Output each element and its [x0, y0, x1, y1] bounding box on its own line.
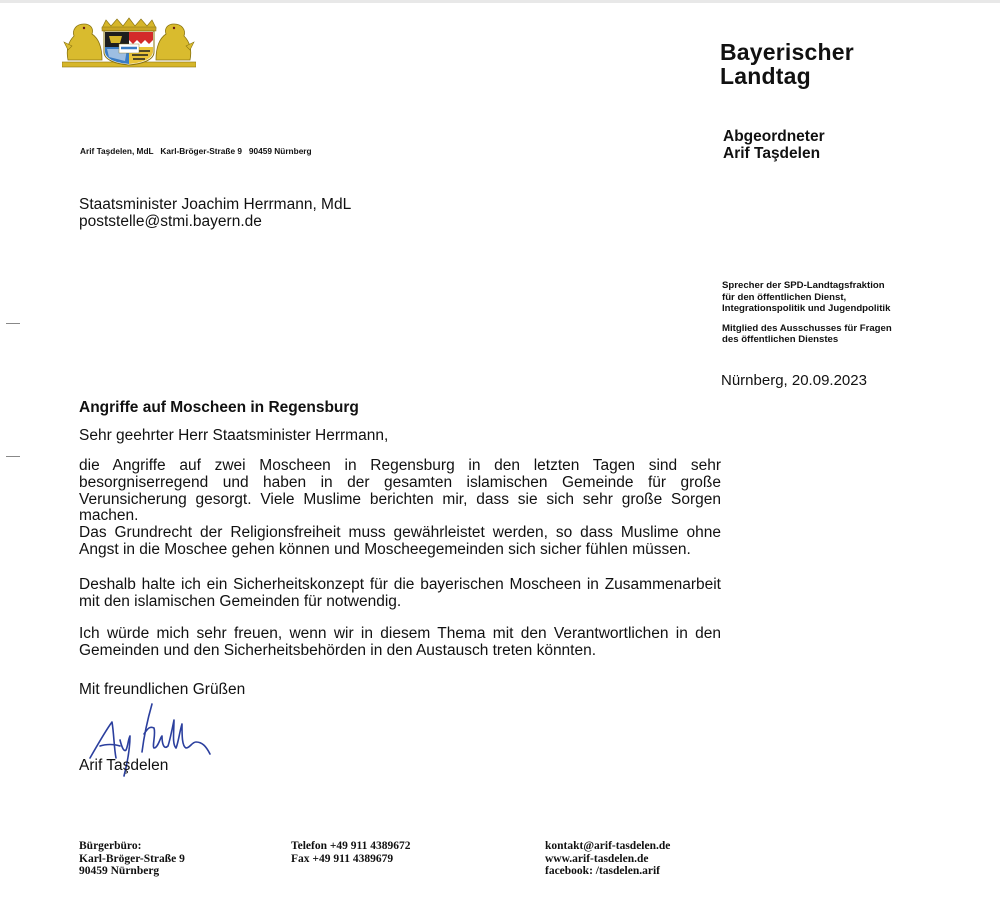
role-line: Integrationspolitik und Jugendpolitik	[722, 303, 891, 314]
member-title	[723, 128, 825, 162]
role-line: für den öffentlichen Dienst,	[722, 291, 847, 303]
salutation: Sehr geehrter Herr Staatsminister Herrmann,	[79, 427, 389, 444]
paragraph-text: Deshalb halte ich ein Sicherheitskonzept für die bayerischen Moscheen in Zusammenarbeit mit den islamischen Gemeinden für notwendig.	[79, 576, 721, 610]
role-line: des öffentlichen Dienstes	[722, 334, 839, 345]
footer-office-street: Karl-Bröger-Straße 9	[79, 852, 185, 865]
member-roles	[722, 280, 892, 354]
top-edge-band	[0, 0, 1000, 3]
fold-mark-top	[6, 323, 20, 324]
role-committee-member	[722, 323, 892, 346]
body-paragraph-3	[79, 626, 721, 660]
role-spokesperson	[722, 280, 892, 315]
member-role: Abgeordneter	[723, 128, 825, 145]
recipient-block	[79, 196, 351, 230]
footer-email: kontakt@arif-tasdelen.de	[545, 840, 671, 852]
body-paragraph-2	[79, 577, 721, 611]
footer-facebook: facebook: /tasdelen.arif	[545, 865, 660, 877]
footer-fax: Fax +49 911 4389679	[291, 852, 394, 865]
institution-name-line-1: Bayerischer	[720, 39, 854, 65]
place-and-date: Nürnberg, 20.09.2023	[721, 372, 867, 389]
paragraph-text: Das Grundrecht der Religionsfreiheit muss gewährleistet werden, so dass Muslime ohne Angst in die Moschee gehen können und Moscheegemeinden sich sicher fühlen müssen.	[79, 524, 721, 558]
paragraph-text: Ich würde mich sehr freuen, wenn wir in diesem Thema mit den Verantwortlichen in den Gemeinden und den Sicherheitsbehörden in den Austausch treten könnten.	[79, 625, 721, 659]
footer-office-address	[79, 840, 185, 878]
recipient-email: poststelle@stmi.bayern.de	[79, 213, 262, 230]
institution-name	[720, 40, 854, 88]
footer-contact-block	[545, 840, 670, 878]
footer-phone-block	[291, 840, 411, 865]
role-line: Sprecher der SPD-Landtagsfraktion	[722, 280, 885, 291]
sender-address-line: Arif Taşdelen, MdL Karl-Bröger-Straße 9 90459 Nürnberg	[80, 146, 312, 156]
body-paragraph-1	[79, 458, 721, 559]
paragraph-text: die Angriffe auf zwei Moscheen in Regensburg in den letzten Tagen sind sehr besorgniserregend und haben in der gesamten islamischen Gemeinde für große Verunsicherung gesorgt. Viele Muslime berichten mir, dass sie sich sehr große Sorgen machen.	[79, 457, 721, 525]
bavarian-coat-of-arms-icon	[62, 16, 196, 68]
institution-name-line-2: Landtag	[720, 63, 811, 89]
fold-mark-punch	[6, 456, 20, 457]
footer-website: www.arif-tasdelen.de	[545, 852, 649, 865]
footer-phone: Telefon +49 911 4389672	[291, 840, 411, 852]
role-line: Mitglied des Ausschusses für Fragen	[722, 322, 892, 334]
signatory-name: Arif Taşdelen	[79, 757, 169, 774]
footer-office-city: 90459 Nürnberg	[79, 865, 160, 877]
recipient-name: Staatsminister Joachim Herrmann, MdL	[79, 196, 352, 213]
closing-phrase: Mit freundlichen Grüßen	[79, 681, 246, 698]
footer-office-label: Bürgerbüro:	[79, 840, 142, 852]
letter-subject: Angriffe auf Moscheen in Regensburg	[79, 399, 359, 416]
member-name: Arif Taşdelen	[723, 145, 821, 162]
